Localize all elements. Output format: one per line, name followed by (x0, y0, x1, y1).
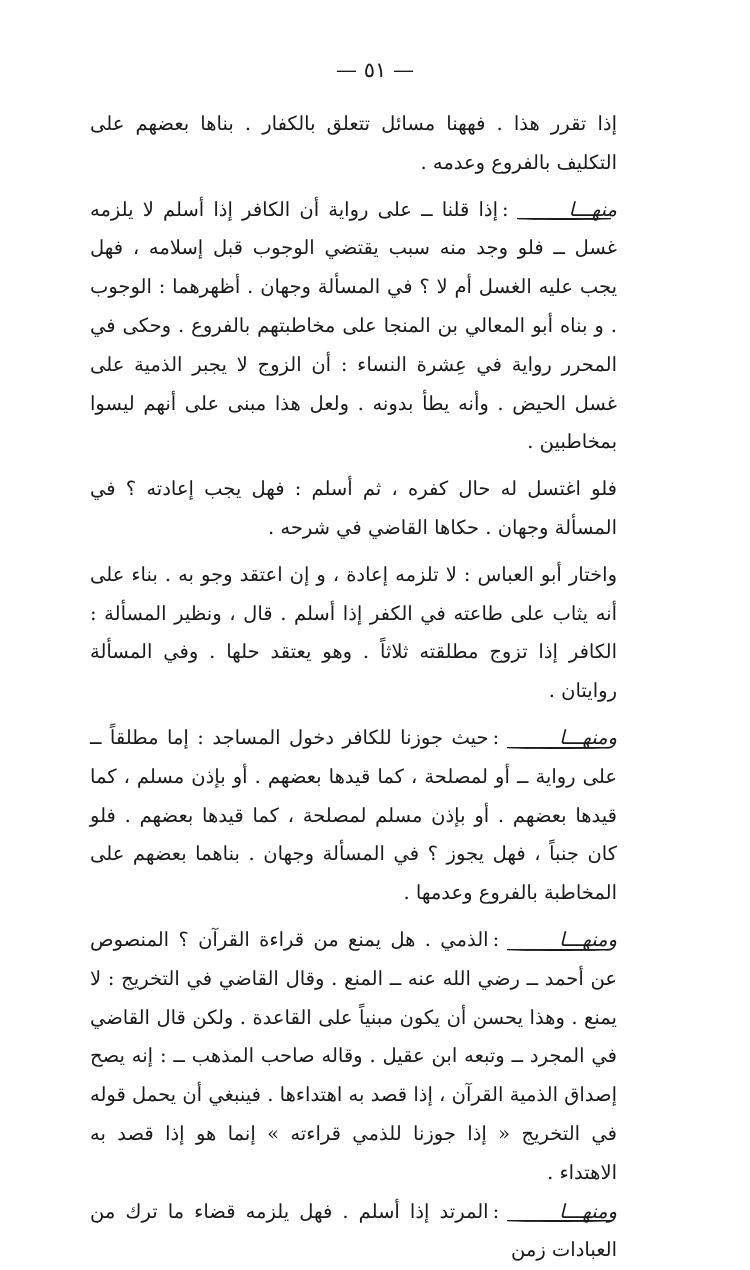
section-label: ومنهـــا (503, 1193, 617, 1232)
paragraph-text: حيث جوزنا للكافر دخول المساجد : إما مطلقاً ــ على رواية ــ أو لمصلحة ، كما قيدها بعضهم . أو بإذن مسلم ، كما قيدها بعضهم . أو بإذن مسلم لمصلحة ، كما قيدها بعضهم . فلو كان جنباً ، فهل يجوز ؟ في المسألة وجهان . بناهما بعضهم على المخاطبة بالفروع وعدمها . (90, 725, 617, 905)
label-colon: : (492, 927, 500, 951)
paragraph-issue-1 (90, 191, 655, 463)
paragraph-issue-3 (90, 921, 655, 1193)
paragraph-abu-al-abbas (90, 556, 655, 711)
paragraph-ghusl-repeat (90, 470, 655, 548)
paragraph-text: المرتد إذا أسلم . فهل يلزمه قضاء ما ترك من العبادات زمن (90, 1199, 617, 1262)
text-body (90, 105, 655, 1270)
label-colon: : (502, 197, 509, 221)
paragraph-text: الذمي . هل يمنع من قراءة القرآن ؟ المنصوص عن أحمد ــ رضي الله عنه ــ المنع . وقال القاضي في التخريج : لا يمنع . وهذا يحسن أن يكون مبنياً على القاعدة . ولكن قال القاضي في المجرد ــ وتبعه ابن عقيل . وقاله صاحب المذهب ــ : إنه يصح إصداق الذمية القرآن ، إذا قصد به اهتداءها . فينبغي أن يحمل قوله في التخريج « إذا جوزنا للذمي قراءته » إنما هو إذا قصد به الاهتداء . (90, 927, 617, 1184)
page-number: — ٥١ — (336, 58, 414, 82)
section-label: ومنهـــا (503, 921, 617, 960)
section-label: منهـــا (513, 191, 617, 230)
paragraph-issue-4 (90, 1193, 655, 1270)
paragraph-text: فلو اغتسل له حال كفره ، ثم أسلم : فهل يجب إعادته ؟ في المسألة وجهان . حكاها القاضي في شرحه . (90, 477, 617, 539)
paragraph-issue-2 (90, 719, 655, 913)
paragraph-intro (90, 105, 655, 183)
paragraph-text: إذا قلنا ــ على رواية أن الكافر إذا أسلم لا يلزمه غسل ــ فلو وجد منه سبب يقتضي الوجوب قبل إسلامه ، فهل يجب عليه الغسل أم لا ؟ في المسألة وجهان . أظهرهما : الوجوب . و بناه أبو المعالي بن المنجا على مخاطبتهم بالفروع . وحكى في المحرر رواية في عِشرة النساء : أن الزوج لا يجبر الذمية على غسل الحيض . وأنه يطأ بدونه . ولعل هذا مبنى على أنهم ليسوا بمخاطبين . (90, 197, 617, 454)
paragraph-text: واختار أبو العباس : لا تلزمه إعادة ، و إن اعتقد وجو به . بناء على أنه يثاب على طاعته في الكفر إذا أسلم . قال ، ونظير المسألة : الكافر إذا تزوج مطلقته ثلاثاً . وهو يعتقد حلها . وفي المسألة روايتان . (90, 562, 617, 703)
paragraph-text: إذا تقرر هذا . فههنا مسائل تتعلق بالكفار . بناها بعضهم على التكليف بالفروع وعدمه . (90, 112, 617, 174)
label-colon: : (492, 1199, 500, 1223)
section-label: ومنهـــا (503, 719, 617, 758)
label-colon: : (492, 725, 500, 749)
